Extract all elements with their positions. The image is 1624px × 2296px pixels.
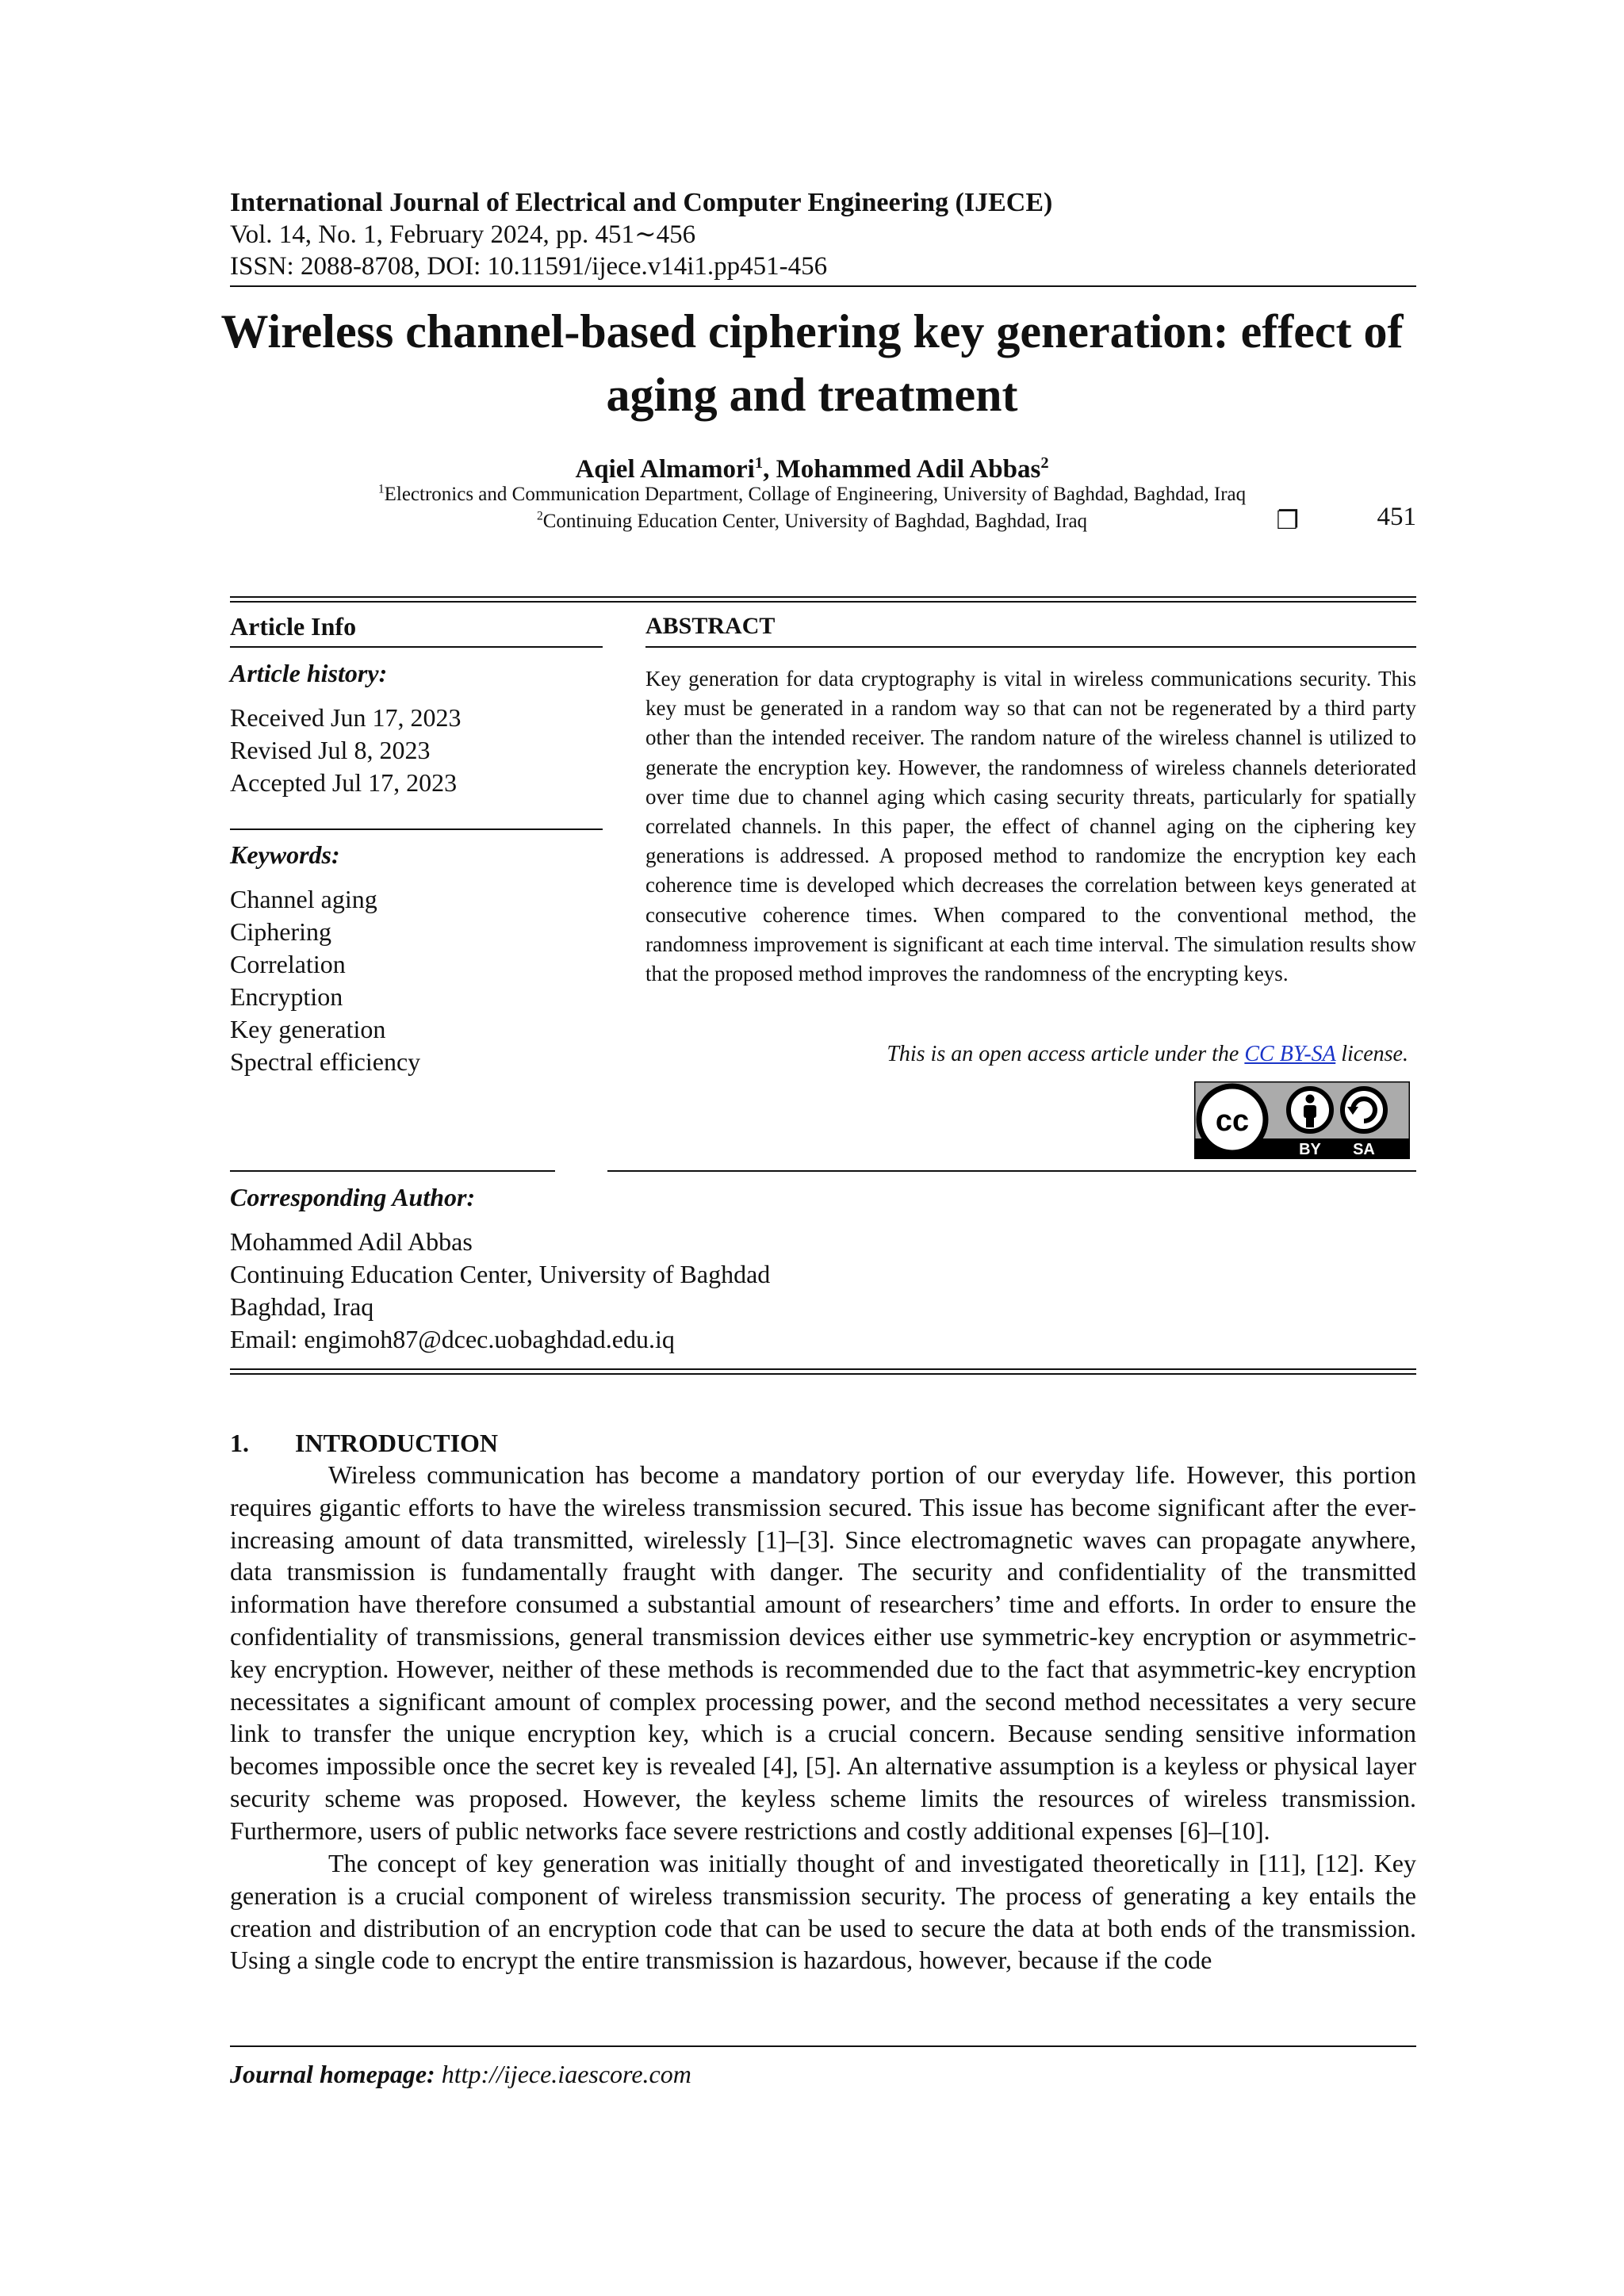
share-alike-icon — [1342, 1089, 1385, 1131]
keyword-item: Encryption — [230, 982, 343, 1011]
keywords-heading: Keywords: — [230, 840, 340, 869]
section-number: 1. — [230, 1429, 249, 1457]
corresponding-rule-left — [230, 1170, 555, 1172]
keywords-rule — [230, 828, 603, 830]
abstract-rule — [645, 646, 1416, 648]
cc-badge-svg — [1194, 1081, 1410, 1159]
cc-icon — [1199, 1086, 1266, 1153]
received-date: Received Jun 17, 2023 — [230, 703, 462, 732]
article-info-heading: Article Info — [230, 612, 357, 641]
affiliation-1-mark: 1 — [377, 482, 385, 496]
infobox-top-rule-2 — [230, 601, 1416, 603]
badge-by-label: BY — [1299, 1141, 1321, 1158]
footer-rule — [230, 2045, 1416, 2047]
author-2: Mohammed Adil Abbas — [776, 455, 1041, 484]
keyword-item: Spectral efficiency — [230, 1047, 421, 1076]
section-heading-introduction — [230, 1427, 498, 1459]
corresponding-email[interactable]: Email: engimoh87@dcec.uobaghdad.edu.iq — [230, 1325, 675, 1353]
journal-name: International Journal of Electrical and Computer Engineering (IJECE) — [230, 188, 1053, 217]
license-prefix: This is an open access article under the — [887, 1042, 1245, 1066]
keyword-item: Channel aging — [230, 885, 377, 913]
cc-by-sa-badge[interactable] — [1194, 1081, 1410, 1159]
intro-paragraph-2: The concept of key generation was initially thought of and investigated theoretically in [11], [12]. Key generation is a crucial component of wireless transmission security. The process of generating a key entails the creation and distribution of an encryption code that can be used to secure the data at both ends of the transmission. Using a single code to encrypt the entire transmission is hazardous, however, because if the code — [230, 1849, 1416, 1975]
affiliation-1-text: Electronics and Communication Department, Collage of Engineering, University of Baghdad, Baghdad, Iraq — [384, 484, 1247, 505]
abstract-heading: ABSTRACT — [645, 613, 776, 639]
page-number: 451 — [1377, 503, 1416, 531]
title-line-2: aging and treatment — [606, 369, 1018, 421]
affiliation-1 — [190, 482, 1434, 507]
infobox-bottom-rule-1 — [230, 1368, 1416, 1370]
author-1: Aqiel Almamori — [575, 455, 755, 484]
corresponding-rule-right — [607, 1170, 1416, 1172]
affiliation-2-mark: 2 — [536, 509, 543, 523]
accepted-date: Accepted Jul 17, 2023 — [230, 768, 458, 797]
corresponding-author-heading: Corresponding Author: — [230, 1183, 476, 1211]
abstract-text: Key generation for data cryptography is vital in wireless communications security. This key must be generated in a random way so that can not be regenerated by a third party other than the intended receiver. The random nature of the wireless channel is utilized to generate the encryption key. However, the randomness of wireless channels deteriorated over time due to channel aging which casing security threats, particularly for spatially correlated channels. In this paper, the effect of channel aging on the ciphering key generations is addressed. A proposed method to randomize the encryption key each coherence time is developed which decreases the correlation between keys generated at consecutive coherence times. When compared to the conventional method, the randomness improvement is significant at each time interval. The simulation results show that the proposed method improves the randomness of the encrypting keys. — [645, 667, 1416, 986]
homepage-url[interactable]: http://ijece.iaescore.com — [441, 2060, 691, 2088]
corresponding-name: Mohammed Adil Abbas — [230, 1227, 473, 1256]
author-separator: , — [763, 455, 776, 484]
section-title: INTRODUCTION — [295, 1429, 499, 1457]
affiliation-2-text: Continuing Education Center, University of Baghdad, Baghdad, Iraq — [542, 511, 1088, 532]
infobox-top-rule-1 — [230, 596, 1416, 598]
corresponding-org: Continuing Education Center, University of Baghdad — [230, 1260, 771, 1288]
author-1-affil-mark: 1 — [754, 454, 764, 472]
svg-text:cc: cc — [1215, 1104, 1250, 1138]
header-rule — [230, 285, 1416, 287]
intro-paragraph-1: Wireless communication has become a mandatory portion of our everyday life. However, this portion requires gigantic efforts to have the wireless transmission secured. This issue has become significant after the ever-increasing amount of data transmitted, wirelessly [1]–[3]. Since electromagnetic waves can propagate anywhere, data transmission is fundamentally fraught with danger. The security and confidentiality of the transmitted information have therefore consumed a substantial amount of researchers’ time and efforts. In order to ensure the confidentiality of transmissions, general transmission devices either use symmetric-key encryption or asymmetric-key encryption. However, neither of these methods is recommended due to the fact that asymmetric-key encryption necessitates a significant amount of complex processing power, and the second method necessitates a very secure link to transfer the unique encryption key, which is a crucial concern. Because sending sensitive information becomes impossible once the secret key is revealed [4], [5]. An alternative assumption is a keyless or physical layer security scheme was proposed. However, the keyless scheme limits the resources of wireless transmission. Furthermore, users of public networks face severe restrictions and costly additional expenses [6]–[10]. — [230, 1460, 1416, 1845]
corresponding-city: Baghdad, Iraq — [230, 1292, 374, 1321]
license-suffix: license. — [1335, 1042, 1408, 1066]
title-line-1: Wireless channel-based ciphering key generation: effect of — [220, 305, 1404, 358]
homepage-label: Journal homepage: — [230, 2060, 435, 2088]
license-link[interactable]: CC BY-SA — [1244, 1042, 1336, 1066]
article-info-rule — [230, 646, 603, 648]
affiliation-2 — [190, 509, 1434, 534]
author-list — [190, 453, 1434, 485]
paper-title — [190, 300, 1434, 427]
author-2-affil-mark: 2 — [1040, 454, 1049, 472]
volume-line: Vol. 14, No. 1, February 2024, pp. 451∼456 — [230, 220, 696, 249]
infobox-bottom-rule-2 — [230, 1373, 1416, 1375]
page-box-icon: ❐ — [1276, 506, 1299, 534]
journal-homepage — [230, 2058, 691, 2090]
keyword-item: Ciphering — [230, 917, 331, 946]
keyword-item: Correlation — [230, 950, 346, 978]
license-notice — [645, 1040, 1408, 1069]
issn-doi-text: ISSN: 2088-8708, DOI: 10.11591/ijece.v14i1.pp451-456 — [230, 252, 828, 281]
keyword-item: Key generation — [230, 1015, 386, 1043]
attribution-person-icon — [1289, 1089, 1331, 1131]
article-history-heading: Article history: — [230, 659, 388, 687]
badge-sa-label: SA — [1353, 1141, 1375, 1158]
revised-date: Revised Jul 8, 2023 — [230, 736, 431, 764]
